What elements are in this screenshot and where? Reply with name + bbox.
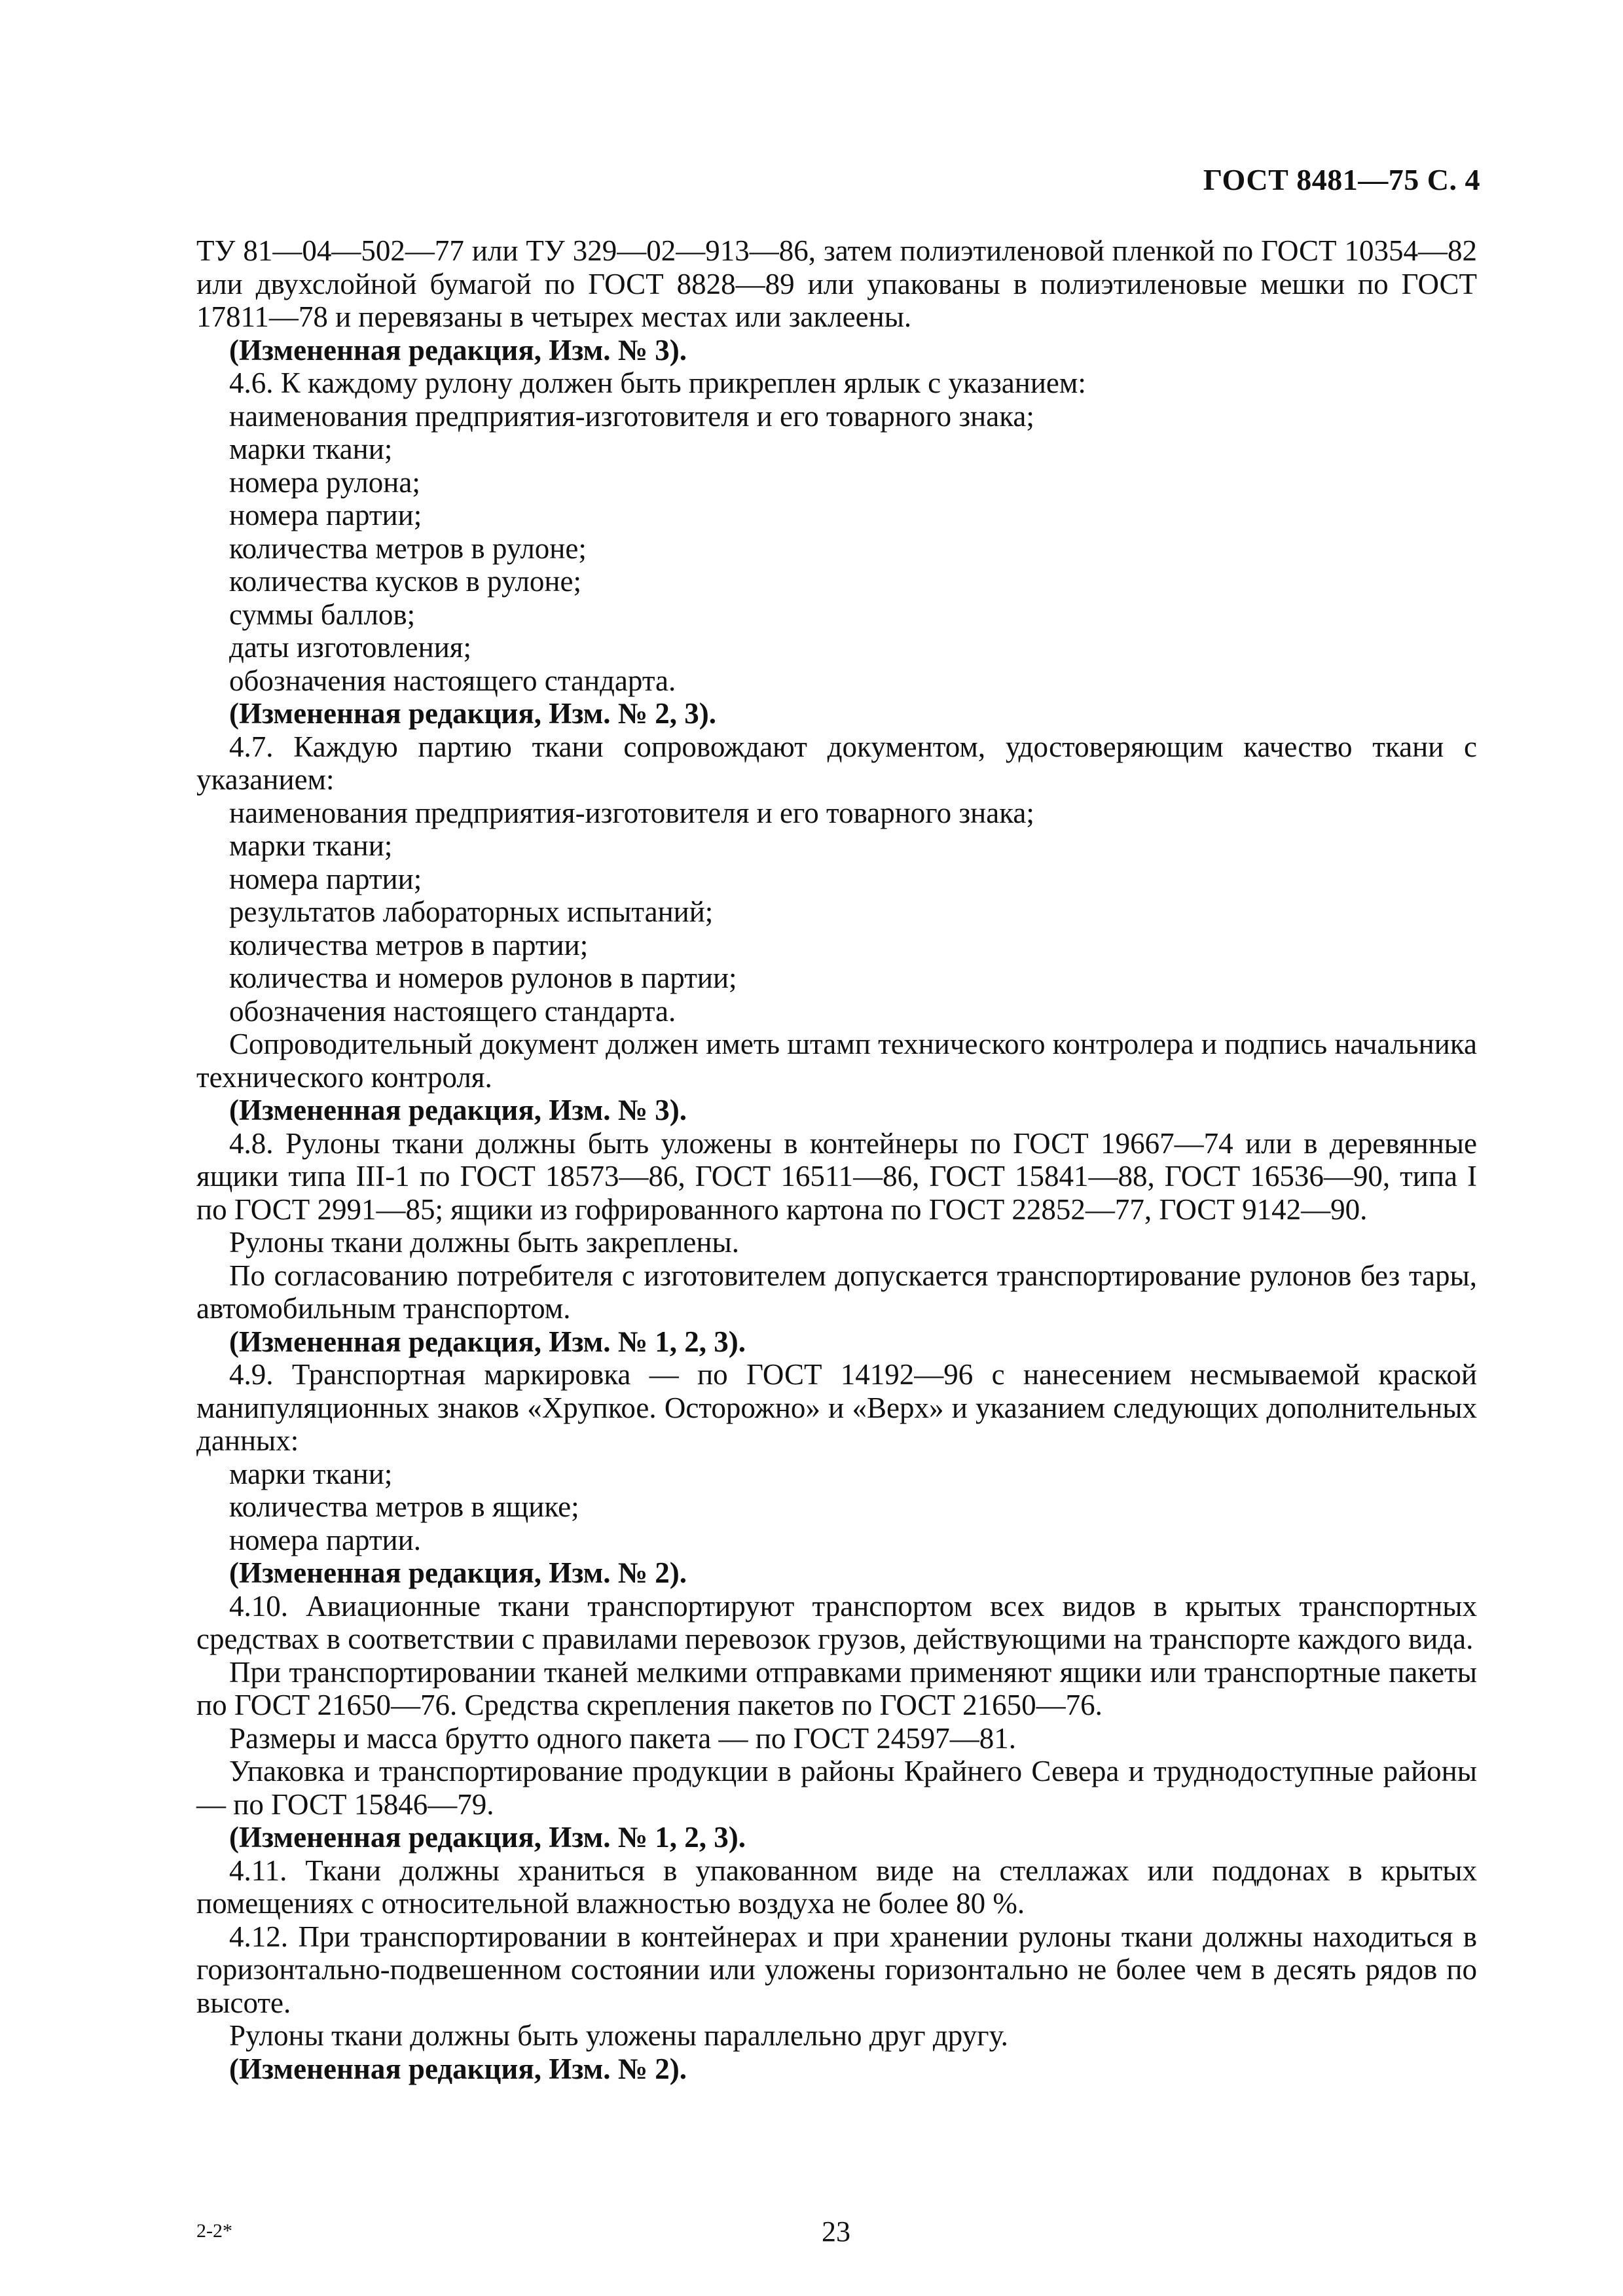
list-item: количества метров в рулоне; (229, 531, 587, 565)
footer-code: 2-2* (196, 2220, 232, 2242)
list-item: номера рулона; (229, 465, 420, 499)
list-item: количества метров в ящике; (229, 1490, 579, 1523)
list-item: результатов лабораторных испытаний; (229, 895, 714, 928)
list-item: марки ткани; (229, 433, 393, 465)
amendment-note: (Измененная редакция, Изм. № 1, 2, 3). (229, 1325, 746, 1358)
paragraph: 4.11. Ткани должны храниться в упакованном виде на стеллажах или поддонах в крытых помещениях с относительной влажностью воздуха не более 80 %. (196, 1854, 1477, 1920)
list-item: количества кусков в рулоне; (229, 565, 581, 598)
paragraph: 4.9. Транспортная маркировка — по ГОСТ 14192—96 с нанесением несмываемой краской манипуляционных знаков «Хрупкое. Осторожно» и «Верх» и указанием следующих дополнительных данных: (196, 1358, 1477, 1457)
list-item: количества метров в партии; (229, 928, 589, 961)
list-item: марки ткани; (229, 829, 393, 862)
amendment-note: (Измененная редакция, Изм. № 2, 3). (229, 697, 717, 730)
list-item: наименования предприятия-изготовителя и его товарного знака; (229, 796, 1034, 829)
paragraph: 4.10. Авиационные ткани транспортируют транспортом всех видов в крытых транспортных средствах в соответствии с правилами перевозок грузов, действующими на транспорте каждого вида. (196, 1589, 1477, 1655)
paragraph: 4.7. Каждую партию ткани сопровождают документом, удостоверяющим качество ткани с указанием: (196, 730, 1477, 796)
paragraph: Упаковка и транспортирование продукции в районы Крайнего Севера и труднодоступные районы — по ГОСТ 15846—79. (196, 1755, 1477, 1821)
amendment-note: (Измененная редакция, Изм. № 1, 2, 3). (229, 1821, 746, 1854)
page-header: ГОСТ 8481—75 С. 4 (1203, 163, 1480, 196)
paragraph: ТУ 81—04—502—77 или ТУ 329—02—913—86, затем полиэтиленовой пленкой по ГОСТ 10354—82 или двухслойной бумагой по ГОСТ 8828—89 или упакованы в полиэтиленовые мешки по ГОСТ 17811—78 и перевязаны в четырех местах или заклеены. (196, 234, 1477, 333)
paragraph: Сопроводительный документ должен иметь штамп технического контролера и подпись начальника технического контроля. (196, 1028, 1477, 1094)
paragraph: Размеры и масса брутто одного пакета — по ГОСТ 24597—81. (229, 1721, 1017, 1755)
paragraph: Рулоны ткани должны быть закреплены. (229, 1226, 739, 1259)
amendment-note: (Измененная редакция, Изм. № 2). (229, 1556, 687, 1589)
page-number: 23 (822, 2215, 850, 2248)
paragraph: 4.8. Рулоны ткани должны быть уложены в контейнеры по ГОСТ 19667—74 или в деревянные ящики типа III-1 по ГОСТ 18573—86, ГОСТ 16511—86, ГОСТ 15841—88, ГОСТ 16536—90, типа I по ГОСТ 2991—85; ящики из гофрированного картона по ГОСТ 22852—77, ГОСТ 9142—90. (196, 1126, 1477, 1226)
paragraph: По согласованию потребителя с изготовителем допускается транспортирование рулонов без тары, автомобильным транспортом. (196, 1259, 1477, 1325)
list-item: обозначения настоящего стандарта. (229, 664, 676, 697)
list-item: даты изготовления; (229, 631, 471, 664)
paragraph: 4.12. При транспортировании в контейнерах и при хранении рулоны ткани должны находиться в горизонтально-подвешенном состоянии или уложены горизонтально не более чем в десять рядов по высоте. (196, 1920, 1477, 2019)
amendment-note: (Измененная редакция, Изм. № 3). (229, 1094, 687, 1126)
paragraph: При транспортировании тканей мелкими отправками применяют ящики или транспортные пакеты по ГОСТ 21650—76. Средства скрепления пакетов по ГОСТ 21650—76. (196, 1655, 1477, 1721)
list-item: марки ткани; (229, 1457, 393, 1490)
paragraph: 4.6. К каждому рулону должен быть прикреплен ярлык с указанием: (229, 367, 1086, 399)
list-item: наименования предприятия-изготовителя и его товарного знака; (229, 399, 1034, 433)
document-body (196, 234, 1477, 2085)
list-item: количества и номеров рулонов в партии; (229, 961, 737, 994)
list-item: номера партии; (229, 862, 422, 895)
paragraph: Рулоны ткани должны быть уложены параллельно друг другу. (229, 2019, 1008, 2052)
list-item: номера партии. (229, 1523, 421, 1556)
list-item: обозначения настоящего стандарта. (229, 994, 676, 1028)
list-item: номера партии; (229, 499, 422, 531)
amendment-note: (Измененная редакция, Изм. № 3). (229, 333, 687, 367)
amendment-note: (Измененная редакция, Изм. № 2). (229, 2052, 687, 2085)
list-item: суммы баллов; (229, 598, 416, 631)
